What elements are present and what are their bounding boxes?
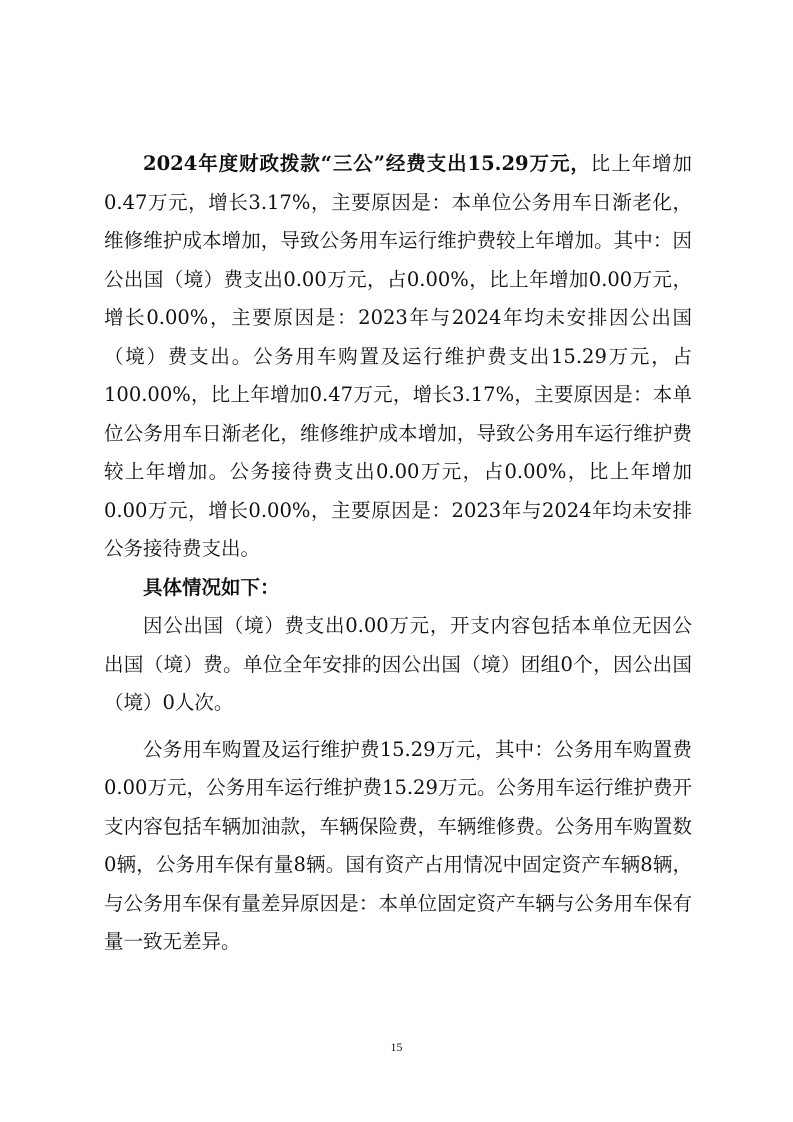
paragraph-text: 比上年增加0.47万元，增长3.17%，主要原因是：本单位公务用车日渐老化，维修维护成本增加，导致公务用车运行维护费较上年增加。其中：因公出国（境）费支出0.00万元，占0.00%，比上年增加0.00万元，增长0.00%，主要原因是：2023年与2024年均未安排因公出国（境）费支出。公务用车购置及运行维护费支出15.29万元，占100.00%，比上年增加0.47万元，增长3.17%，主要原因是：本单位公务用车日渐老化，维修维护成本增加，导致公务用车运行维护费较上年增加。公务接待费支出0.00万元，占0.00%，比上年增加0.00万元，增长0.00%，主要原因是：2023年与2024年均未安排公务接待费支出。 <box>104 152 692 560</box>
paragraph-three-public-expenses-summary <box>104 145 692 569</box>
page-number: 15 <box>390 1040 403 1054</box>
section-subheading: 具体情况如下： <box>143 575 280 599</box>
document-body <box>104 145 692 962</box>
paragraph-lead-bold: 2024年度财政拨款“三公”经费支出15.29万元， <box>143 152 591 175</box>
paragraph-official-vehicles: 公务用车购置及运行维护费15.29万元，其中：公务用车购置费0.00万元，公务用车运行维护费15.29万元。公务用车运行维护费开支内容包括车辆加油款，车辆保险费，车辆维修费。公务用车购置数0辆，公务用车保有量8辆。国有资产占用情况中固定资产车辆8辆，与公务用车保有量差异原因是：本单位固定资产车辆与公务用车保有量一致无差异。 <box>104 737 692 953</box>
paragraph-overseas-travel: 因公出国（境）费支出0.00万元，开支内容包括本单位无因公出国（境）费。单位全年安排的因公出国（境）团组0个，因公出国（境）0人次。 <box>104 614 692 714</box>
